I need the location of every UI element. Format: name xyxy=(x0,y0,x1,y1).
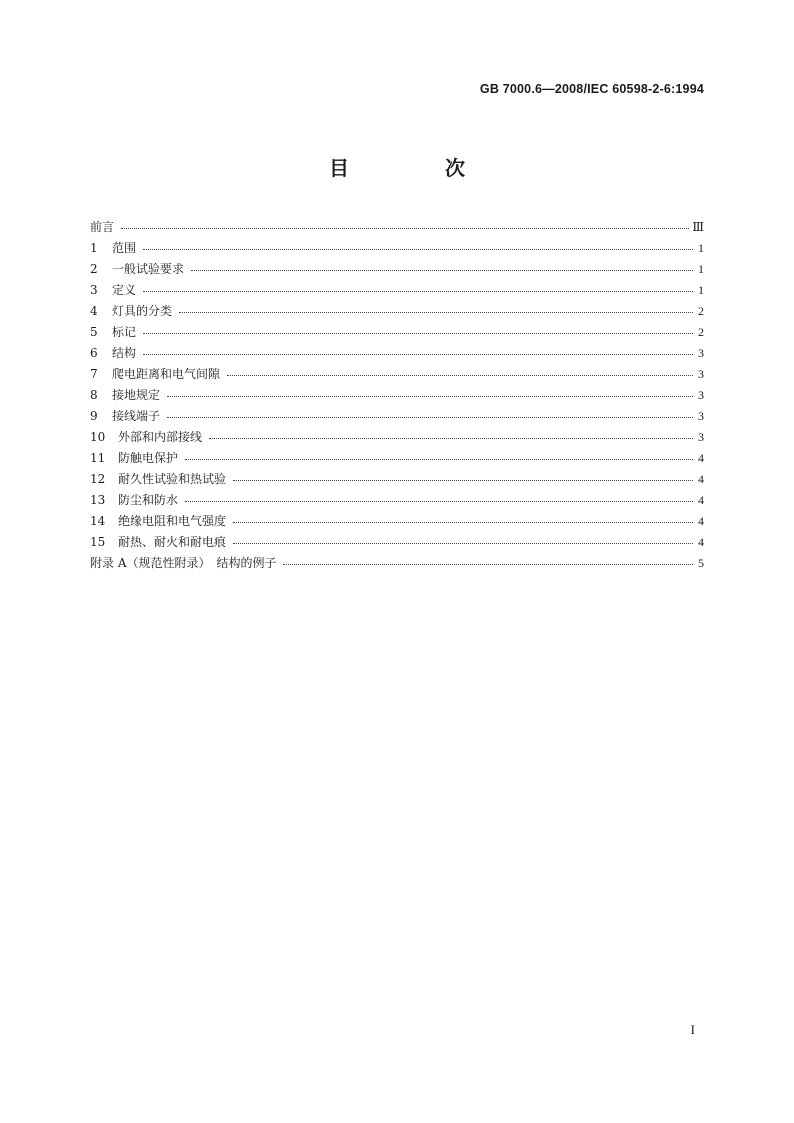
toc-entry-title: 接地规定 xyxy=(112,388,161,402)
toc-entry-title: 爬电距离和电气间隙 xyxy=(112,367,221,381)
toc-leader-dots xyxy=(179,303,693,315)
toc-entry-title: 防尘和防水 xyxy=(118,493,179,507)
toc-leader-dots xyxy=(121,219,689,231)
toc-entry-number: 8 xyxy=(90,388,98,402)
toc-entry-page: 3 xyxy=(698,346,704,360)
toc-entry[interactable] xyxy=(90,449,704,470)
toc-entry[interactable] xyxy=(90,260,704,281)
toc-leader-dots xyxy=(143,240,693,252)
toc-entry[interactable] xyxy=(90,512,704,533)
page-title: 目 次 xyxy=(329,156,503,180)
toc-entry-title: 前言 xyxy=(90,220,115,234)
toc-entry[interactable] xyxy=(90,407,704,428)
toc-leader-dots xyxy=(185,450,693,462)
toc-entry-number: 2 xyxy=(90,262,98,276)
toc-entry-title: 接线端子 xyxy=(112,409,161,423)
toc-entry[interactable] xyxy=(90,554,704,575)
toc-leader-dots xyxy=(233,471,693,483)
toc-entry-title: 定义 xyxy=(112,283,137,297)
table-of-contents xyxy=(90,218,704,575)
toc-entry-number: 1 xyxy=(90,241,98,255)
toc-entry-page: 2 xyxy=(698,325,704,339)
toc-entry-title: 标记 xyxy=(112,325,137,339)
toc-entry-page: 4 xyxy=(698,493,704,507)
toc-entry-number: 14 xyxy=(90,514,106,528)
toc-entry[interactable] xyxy=(90,302,704,323)
toc-entry-page: 4 xyxy=(698,472,704,486)
toc-entry-page: 2 xyxy=(698,304,704,318)
toc-entry-number: 6 xyxy=(90,346,98,360)
toc-entry[interactable] xyxy=(90,428,704,449)
toc-entry-page: 5 xyxy=(698,556,704,570)
standard-code-header: GB 7000.6—2008/IEC 60598-2-6:1994 xyxy=(479,82,704,96)
toc-leader-dots xyxy=(191,261,693,273)
toc-entry-page: 4 xyxy=(698,451,704,465)
toc-entry-page: 3 xyxy=(698,367,704,381)
toc-entry-page: 3 xyxy=(698,388,704,402)
toc-entry[interactable] xyxy=(90,365,704,386)
toc-leader-dots xyxy=(143,282,693,294)
toc-entry-title: 结构 xyxy=(112,346,137,360)
toc-leader-dots xyxy=(185,492,693,504)
toc-entry-title: 范围 xyxy=(112,241,137,255)
toc-entry-page: 1 xyxy=(698,241,704,255)
toc-entry-title: 外部和内部接线 xyxy=(118,430,203,444)
toc-leader-dots xyxy=(167,408,693,420)
toc-leader-dots xyxy=(209,429,693,441)
toc-entry-number: 5 xyxy=(90,325,98,339)
toc-entry-number: 4 xyxy=(90,304,98,318)
toc-entry-page: 3 xyxy=(698,409,704,423)
toc-entry[interactable] xyxy=(90,470,704,491)
toc-entry[interactable] xyxy=(90,533,704,554)
toc-leader-dots xyxy=(227,366,693,378)
toc-entry-page: 4 xyxy=(698,535,704,549)
toc-entry-title: 附录 A（规范性附录） 结构的例子 xyxy=(90,556,277,570)
toc-entry-title: 一般试验要求 xyxy=(112,262,185,276)
toc-leader-dots xyxy=(167,387,693,399)
toc-entry[interactable] xyxy=(90,281,704,302)
toc-entry-title: 防触电保护 xyxy=(118,451,179,465)
toc-entry[interactable] xyxy=(90,239,704,260)
toc-entry-title: 耐久性试验和热试验 xyxy=(118,472,227,486)
toc-entry-number: 13 xyxy=(90,493,106,507)
toc-leader-dots xyxy=(143,345,693,357)
toc-entry-title: 耐热、耐火和耐电痕 xyxy=(118,535,227,549)
toc-entry-title: 灯具的分类 xyxy=(112,304,173,318)
toc-entry-number: 3 xyxy=(90,283,98,297)
toc-leader-dots xyxy=(233,534,693,546)
toc-leader-dots xyxy=(143,324,693,336)
toc-entry-title: 绝缘电阻和电气强度 xyxy=(118,514,227,528)
toc-entry[interactable] xyxy=(90,386,704,407)
toc-entry[interactable] xyxy=(90,344,704,365)
toc-entry[interactable] xyxy=(90,491,704,512)
toc-entry-page: 3 xyxy=(698,430,704,444)
toc-entry-page: 1 xyxy=(698,262,704,276)
toc-entry-number: 10 xyxy=(90,430,106,444)
toc-entry-number: 7 xyxy=(90,367,98,381)
toc-entry-number: 9 xyxy=(90,409,98,423)
toc-leader-dots xyxy=(233,513,693,525)
page-number: I xyxy=(690,1022,695,1037)
toc-entry-page: Ⅲ xyxy=(692,220,704,234)
toc-leader-dots xyxy=(283,555,693,567)
toc-entry-number: 11 xyxy=(90,451,106,465)
toc-entry-number: 12 xyxy=(90,472,106,486)
toc-entry-page: 1 xyxy=(698,283,704,297)
toc-entry[interactable] xyxy=(90,323,704,344)
toc-entry[interactable] xyxy=(90,218,704,239)
toc-entry-page: 4 xyxy=(698,514,704,528)
toc-entry-number: 15 xyxy=(90,535,106,549)
